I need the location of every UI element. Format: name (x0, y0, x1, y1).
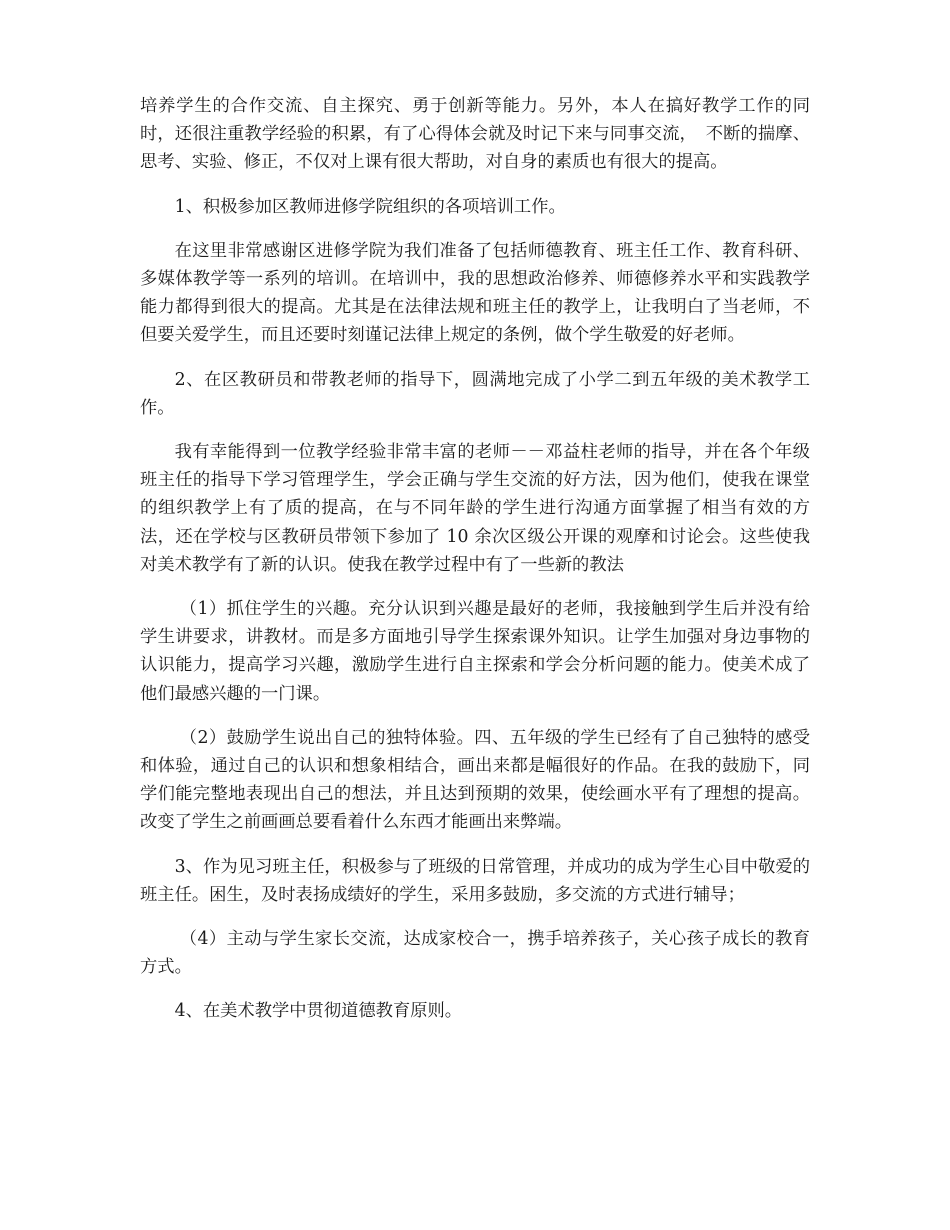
paragraph-method-1: （1）抓住学生的兴趣。充分认识到兴趣是最好的老师，我接触到学生后并没有给学生讲要求，讲教材。而是多方面地引导学生探索课外知识。让学生加强对身边事物的认识能力，提高学习兴趣，激励学生进行自主探索和学会分析问题的能力。使美术成了他们最感兴趣的一门课。 (140, 599, 810, 704)
section-heading-2: 2、在区教研员和带教老师的指导下，圆满地完成了小学二到五年级的美术教学工作。 (140, 369, 810, 418)
section-heading-3: 3、作为见习班主任，积极参与了班级的日常管理，并成功的成为学生心目中敬爱的班主任。困生，及时表扬成绩好的学生，采用多鼓励，多交流的方式进行辅导； (140, 856, 810, 905)
paragraph-method-2: （2）鼓励学生说出自己的独特体验。四、五年级的学生已经有了自己独特的感受和体验，通过自己的认识和想象相结合，画出来都是幅很好的作品。在我的鼓励下，同学们能完整地表现出自己的想法，并且达到预期的效果，使绘画水平有了理想的提高。改变了学生之前画画总要看着什么东西才能画出来弊端。 (140, 727, 810, 833)
paragraph-mentor: 我有幸能得到一位教学经验非常丰富的老师－－邓益柱老师的指导，并在各个年级班主任的指导下学习管理学生，学会正确与学生交流的好方法，因为他们，使我在课堂的组织教学上有了质的提高，在与不同年龄的学生进行沟通方面掌握了相当有效的方法，还在学校与区教研员带领下参加了 10 余次区级公开课的观摩和讨论会。这些使我对美术教学有了新的认识。使我在教学过程中有了一些新的教法 (140, 442, 810, 575)
paragraph-training: 在这里非常感谢区进修学院为我们准备了包括师德教育、班主任工作、教育科研、多媒体教学等一系列的培训。在培训中，我的思想政治修养、师德修养水平和实践教学能力都得到很大的提高。尤其是在法律法规和班主任的教学上，让我明白了当老师，不但要关爱学生，而且还要时刻谨记法律上规定的条例，做个学生敬爱的好老师。 (140, 240, 810, 346)
section-heading-4: 4、在美术教学中贯彻道德教育原则。 (174, 1001, 463, 1022)
paragraph-continuation: 培养学生的合作交流、自主探究、勇于创新等能力。另外，本人在搞好教学工作的同时，还很注重教学经验的积累，有了心得体会就及时记下来与同事交流， 不断的揣摩、思考、实验、修正，不仅对上课有很大帮助，对自身的素质也有很大的提高。 (140, 96, 810, 173)
paragraph-method-4: （4）主动与学生家长交流，达成家校合一，携手培养孩子，关心孩子成长的教育方式。 (140, 929, 810, 978)
section-heading-1: 1、积极参加区教师进修学院组织的各项培训工作。 (174, 196, 566, 217)
